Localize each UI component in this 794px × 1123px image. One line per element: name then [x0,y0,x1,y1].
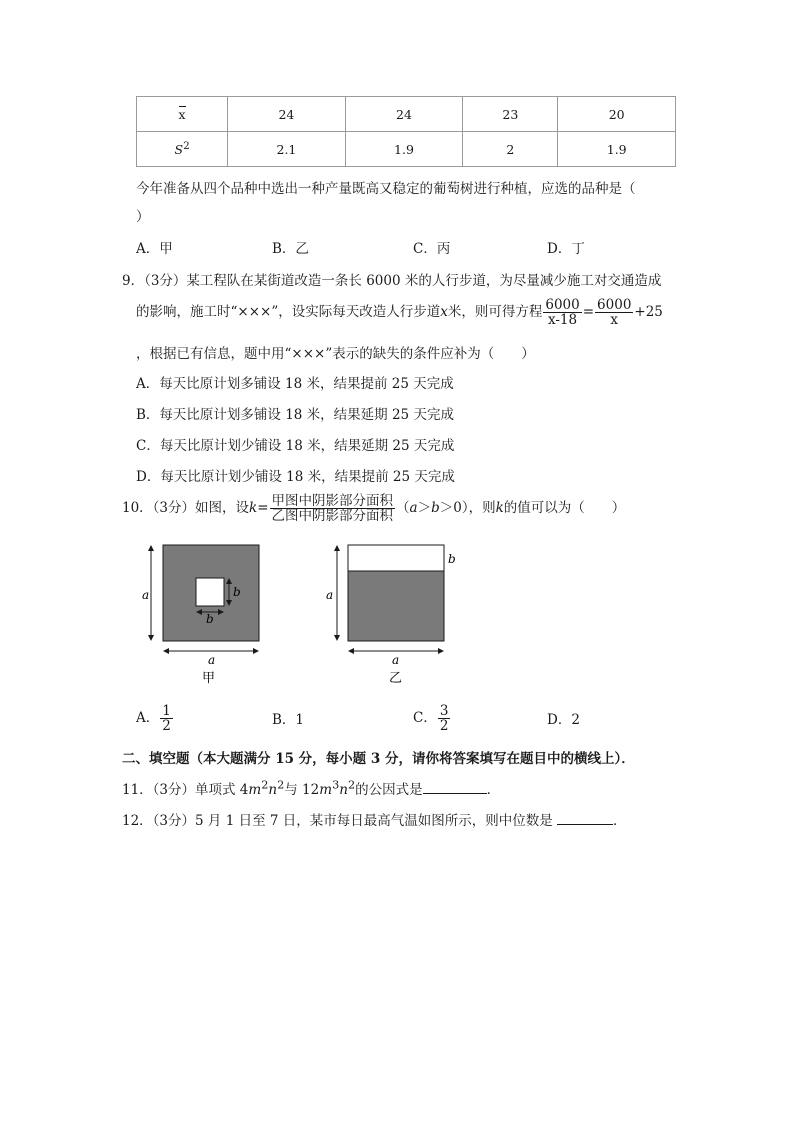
fig1-label-b-bottom: b [206,612,214,626]
fig2-shaded-rect [348,571,444,641]
q11-text: 11．（3分）单项式 $4m^2n^2$与 $12m^3n^2$的公因式是 ． [122,778,501,798]
q8-option-b: B．乙 [272,241,309,257]
q9-option-b: B．每天比原计划多铺设 18 米，结果延期 25 天完成 [136,407,454,423]
fig2-white-strip [348,545,444,571]
q9-line1: 9．（3分）某工程队在某街道改造一条长 6000 米的人行步道，为尽量减少施工对交通造成 [122,273,662,289]
q10-option-a-fraction: $\frac{1}{2}$ [162,703,171,734]
table-cell: 1.9 [558,132,676,167]
table-cell-x-bar: x [137,97,228,132]
fig2-label-a-bottom: a [392,653,400,667]
q10-option-d: D．2 [547,712,580,728]
q12-text: 12．（3分）5 月 1 日至 7 日，某市每日最高气温如图所示，则中位数是 ． [122,809,627,829]
table-cell: 24 [228,97,346,132]
fig2-label-b-right: b [448,552,456,566]
table-row [137,97,676,132]
table-cell: 24 [345,97,463,132]
table-cell: 20 [558,97,676,132]
fig1-label-b-side: b [233,585,241,599]
fig1-label-a-left: a [142,588,150,602]
q9-option-d: D．每天比原计划少铺设 18 米，结果提前 25 天完成 [136,469,455,485]
table-row [137,132,676,167]
fig2-caption: 乙 [389,671,403,686]
q10-option-b: B．1 [272,712,305,728]
fig2-label-a-left: a [326,588,334,602]
q9-option-a: A．每天比原计划多铺设 18 米，结果提前 25 天完成 [136,376,454,392]
q8-text-line2: ） [136,209,150,225]
q8-option-a: A．甲 [136,241,173,257]
q9-line2: 的影响，施工时“×××”，设实际每天改造人行步道x米，则可得方程 $\frac{6000}{x-18}$ = $\frac{6000}{x}$ +25 [136,297,663,328]
q11-answer-blank[interactable] [423,779,487,794]
q10-option-c-fraction: $\frac{3}{2}$ [439,703,449,734]
table-cell-variance: $S^2$ [137,132,228,167]
q8-option-c: C．丙 [413,241,451,257]
q9-equation-frac1: $\frac{6000}{x-18}$ [545,297,580,328]
q9-equation-frac2: $\frac{6000}{x}$ [597,297,632,328]
q10-ratio-fraction: $\frac{\text{甲图中阴影部分面积}}{\text{乙图中阴影部分面积}}$ [271,493,394,524]
q10-option-c: C． $\frac{3}{2}$ [413,703,449,734]
q10-text: 10．（3分）如图，设k= $\frac{\text{甲图中阴影部分面积}}{\text{乙图中阴影部分面积}}$ （a＞b＞0），则k的值可以为（ ） [122,493,626,524]
table-cell: 1.9 [345,132,463,167]
q10-figures [130,538,490,690]
q12-answer-blank[interactable] [557,810,613,825]
q9-line3: ，根据已有信息，题中用“×××”表示的缺失的条件应补为（ ） [136,346,535,362]
table-cell: 2.1 [228,132,346,167]
q10-option-a: A． $\frac{1}{2}$ [136,703,171,734]
stats-table [136,96,676,167]
q8-option-d: D．丁 [547,241,585,257]
fig1-label-a-bottom: a [208,653,216,667]
table-cell: 2 [463,132,558,167]
section2-heading: 二、填空题（本大题满分 15 分，每小题 3 分，请你将答案填写在题目中的横线上）． [122,751,635,767]
q9-option-c: C．每天比原计划少铺设 18 米，结果延期 25 天完成 [136,438,455,454]
q8-text-line1: 今年准备从四个品种中选出一种产量既高又稳定的葡萄树进行种植，应选的品种是（ [136,181,636,197]
fig1-inner-square [196,578,224,606]
table-cell: 23 [463,97,558,132]
fig1-caption: 甲 [202,671,216,686]
